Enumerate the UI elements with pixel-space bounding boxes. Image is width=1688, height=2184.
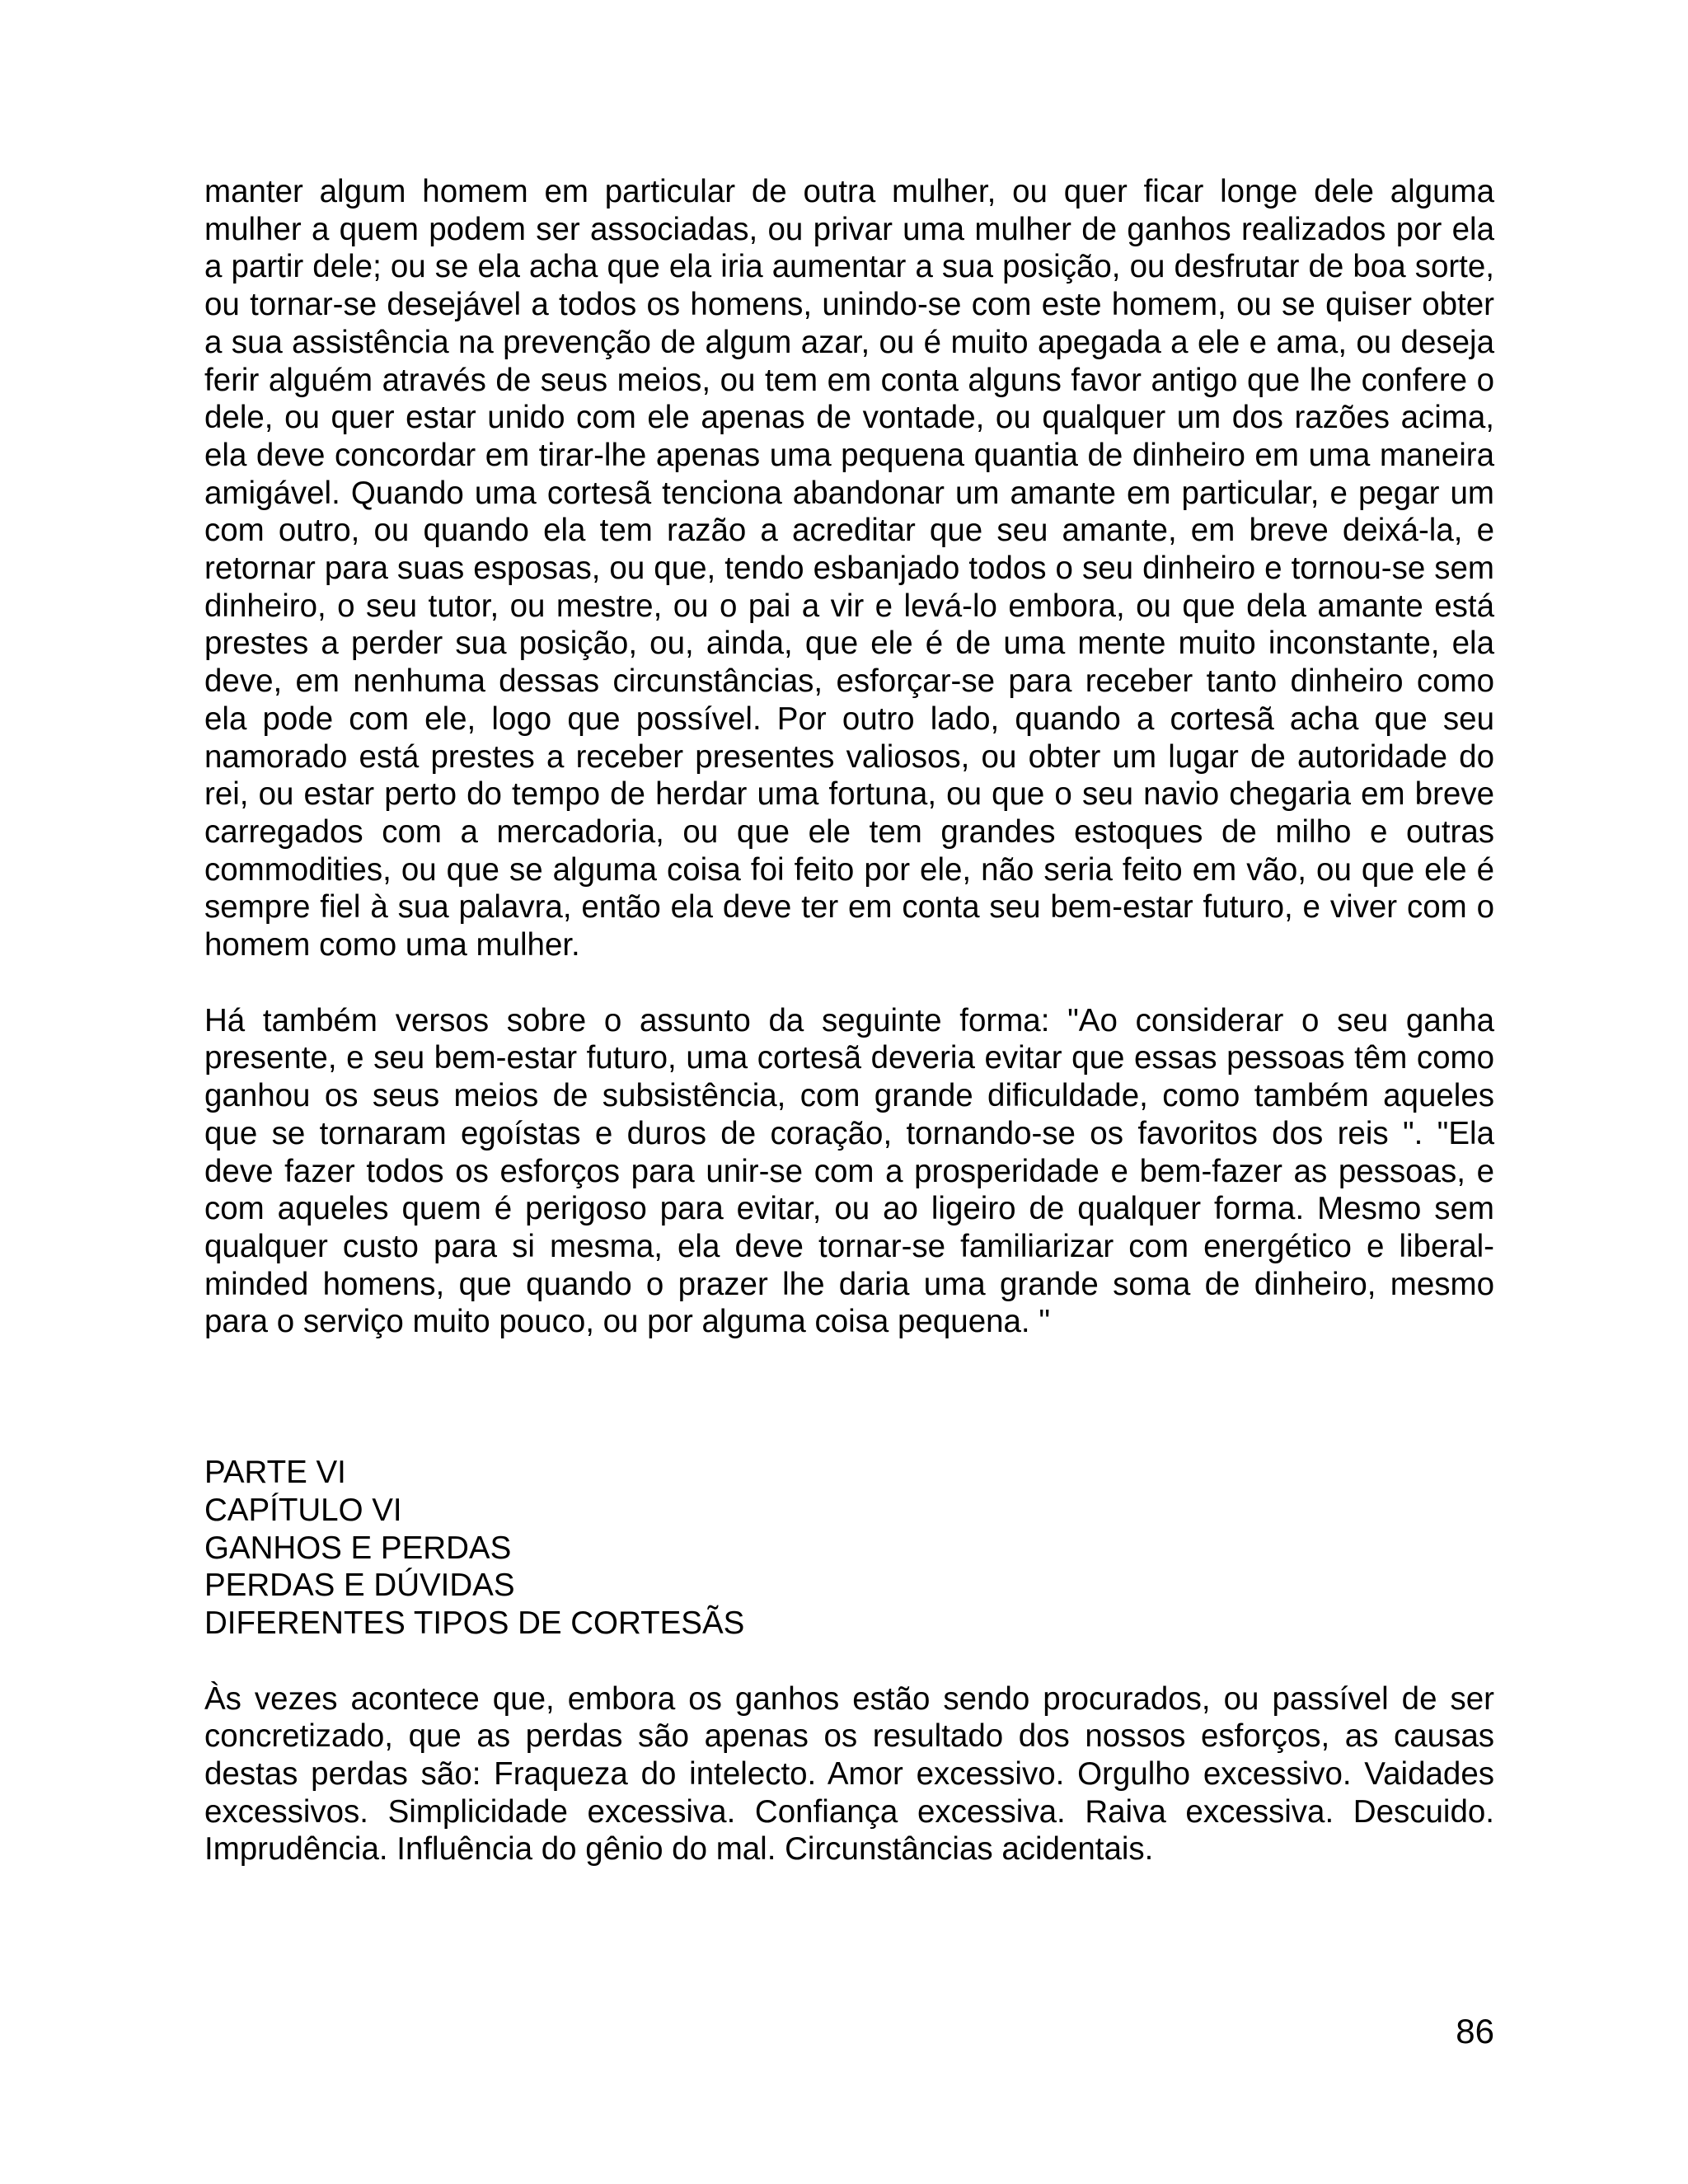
chapter-number-heading: CAPÍTULO VI xyxy=(204,1492,402,1528)
body-paragraph-2: Há também versos sobre o assunto da seguinte forma: "Ao considerar o seu ganha presente, e seu bem-estar futuro, uma cortesã deveria evitar que essas pessoas têm como ganhou os seus meios de subsistência, com grande dificuldade, como também aqueles que se tornaram egoístas e duros de coração, tornando-se os favoritos dos reis ". "Ela deve fazer todos os esforços para unir-se com a prosperidade e bem-fazer as pessoas, e com aqueles quem é perigoso para evitar, ou ao ligeiro de qualquer forma. Mesmo sem qualquer custo para si mesma, ela deve tornar-se familiarizar com energético e liberal-minded homens, que quando o prazer lhe daria uma grande soma de dinheiro, mesmo para o serviço muito pouco, ou por alguma coisa pequena. " xyxy=(204,1002,1494,1340)
part-heading: PARTE VI xyxy=(204,1455,346,1491)
page-number: 86 xyxy=(1456,2012,1494,2050)
chapter-title-1: GANHOS E PERDAS xyxy=(204,1530,512,1566)
chapter-heading xyxy=(204,1454,1494,1643)
chapter-title-3: DIFERENTES TIPOS DE CORTESÃS xyxy=(204,1605,745,1641)
chapter-title-2: PERDAS E DÚVIDAS xyxy=(204,1568,515,1604)
page-content xyxy=(204,173,1494,1868)
body-paragraph-3: Às vezes acontece que, embora os ganhos estão sendo procurados, ou passível de ser concretizado, que as perdas são apenas os resultado dos nossos esforços, as causas destas perdas são: Fraqueza do intelecto. Amor excessivo. Orgulho excessivo. Vaidades excessivos. Simplicidade excessiva. Confiança excessiva. Raiva excessiva. Descuido. Imprudência. Influência do gênio do mal. Circunstâncias acidentais. xyxy=(204,1680,1494,1868)
body-paragraph-1: manter algum homem em particular de outra mulher, ou quer ficar longe dele alguma mulher a quem podem ser associadas, ou privar uma mulher de ganhos realizados por ela a partir dele; ou se ela acha que ela iria aumentar a sua posição, ou desfrutar de boa sorte, ou tornar-se desejável a todos os homens, unindo-se com este homem, ou se quiser obter a sua assistência na prevenção de algum azar, ou é muito apegada a ele e ama, ou deseja ferir alguém através de seus meios, ou tem em conta alguns favor antigo que lhe confere o dele, ou quer estar unido com ele apenas de vontade, ou qualquer um dos razões acima, ela deve concordar em tirar-lhe apenas uma pequena quantia de dinheiro em uma maneira amigável. Quando uma cortesã tenciona abandonar um amante em particular, e pegar um com outro, ou quando ela tem razão a acreditar que seu amante, em breve deixá-la, e retornar para suas esposas, ou que, tendo esbanjado todos o seu dinheiro e tornou-se sem dinheiro, o seu tutor, ou mestre, ou o pai a vir e levá-lo embora, ou que dela amante está prestes a perder sua posição, ou, ainda, que ele é de uma mente muito inconstante, ela deve, em nenhuma dessas circunstâncias, esforçar-se para receber tanto dinheiro como ela pode com ele, logo que possível. Por outro lado, quando a cortesã acha que seu namorado está prestes a receber presentes valiosos, ou obter um lugar de autoridade do rei, ou estar perto do tempo de herdar uma fortuna, ou que o seu navio chegaria em breve carregados com a mercadoria, ou que ele tem grandes estoques de milho e outras commodities, ou que se alguma coisa foi feito por ele, não seria feito em vão, ou que ele é sempre fiel à sua palavra, então ela deve ter em conta seu bem-estar futuro, e viver com o homem como uma mulher. xyxy=(204,174,1494,963)
